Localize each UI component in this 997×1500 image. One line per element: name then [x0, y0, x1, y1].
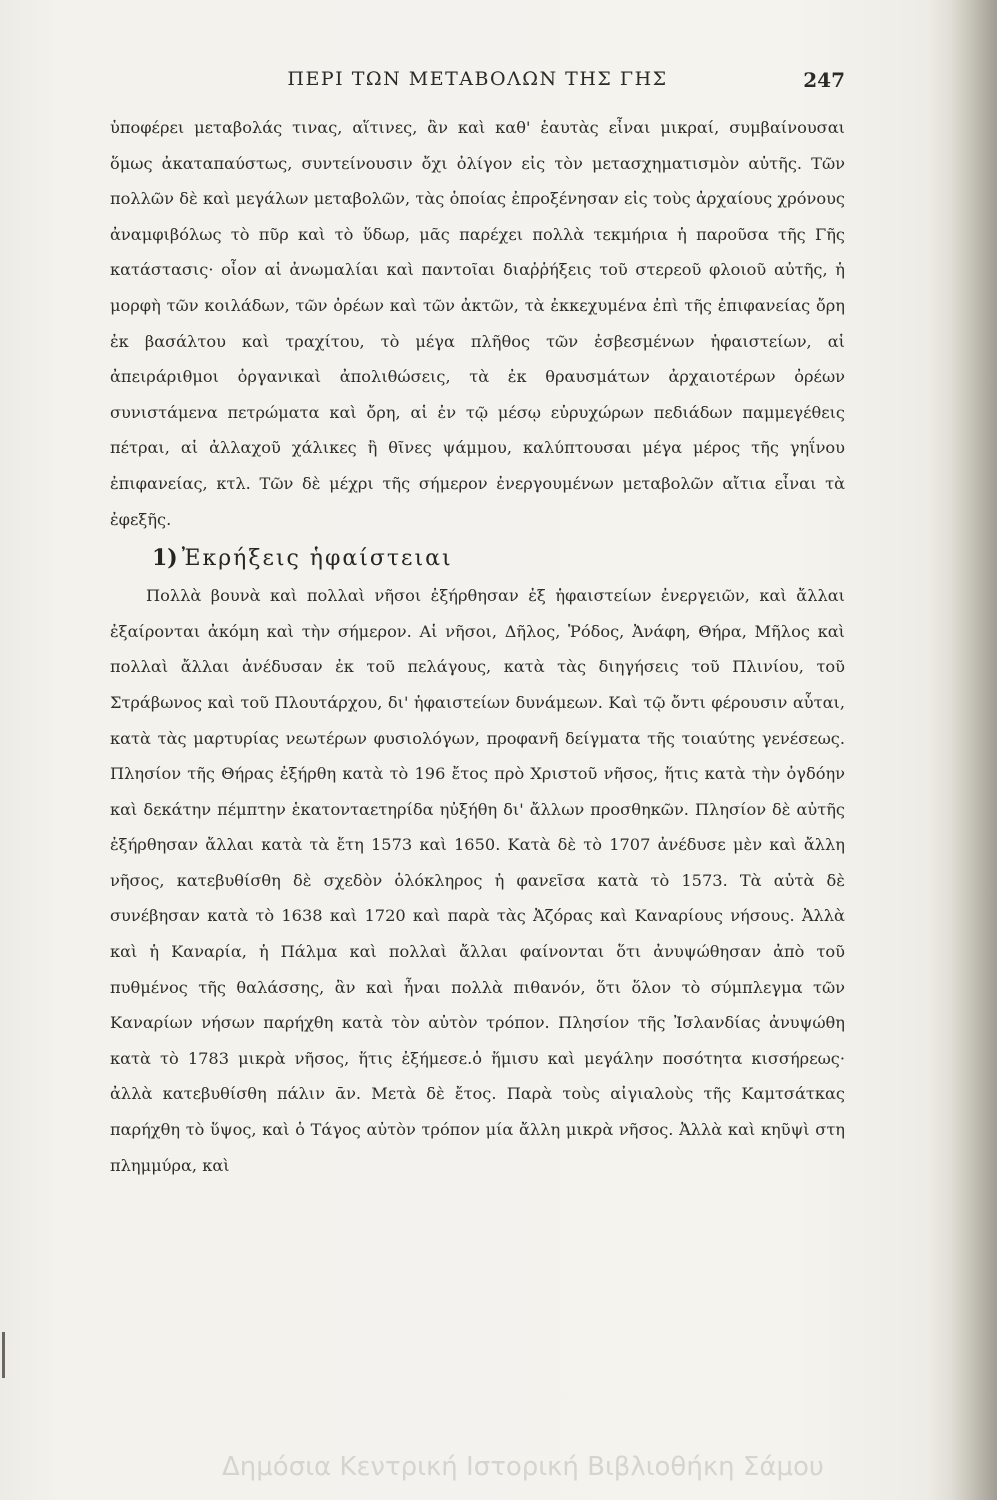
running-title: ΠΕΡΙ ΤΩΝ ΜΕΤΑΒΟΛΩΝ ΤΗΣ ΓΗΣ: [287, 68, 668, 90]
page-number: 247: [803, 68, 845, 92]
section-paragraph: Πολλὰ βουνὰ καὶ πολλαὶ νῆσοι ἐξήρθησαν ἐξ ἡφαιστείων ἐνεργειῶν, καὶ ἄλλαι ἐξαίρονται ἀκόμη καὶ τὴν σήμερον. Αἱ νῆσοι, Δῆλος, Ῥόδος, Ἀνάφη, Θήρα, Μῆλος καὶ πολλαὶ ἄλλαι ἀνέδυσαν ἐκ τοῦ πελάγους, κατὰ τὰς διηγήσεις τοῦ Πλινίου, τοῦ Στράβωνος καὶ τοῦ Πλουτάρχου, δι' ἡφαιστείων δυνάμεων. Καὶ τῷ ὄντι φέρουσιν αὗται, κατὰ τὰς μαρτυρίας νεωτέρων φυσιολόγων, προφανῆ δείγματα τῆς τοιαύτης γενέσεως. Πλησίον τῆς Θήρας ἐξήρθη κατὰ τὸ 196 ἔτος πρὸ Χριστοῦ νῆσος, ἥτις κατὰ τὴν ὀγδόην καὶ δεκάτην πέμπτην ἑκατονταετηρίδα ηὐξήθη δι' ἄλλων προσθηκῶν. Πλησίον δὲ αὐτῆς ἐξήρθησαν ἄλλαι κατὰ τὰ ἔτη 1573 καὶ 1650. Κατὰ δὲ τὸ 1707 ἀνέδυσε μὲν καὶ ἄλλη νῆσος, κατεβυθίσθη δὲ σχεδὸν ὁλόκληρος ἡ φανεῖσα κατὰ τὸ 1573. Τὰ αὐτὰ δὲ συνέβησαν κατὰ τὸ 1638 καὶ 1720 καὶ παρὰ τὰς Ἀζόρας καὶ Καναρίους νήσους. Ἀλλὰ καὶ ἡ Καναρία, ἡ Πάλμα καὶ πολλαὶ ἄλλαι φαίνονται ὅτι ἀνυψώθησαν ἀπὸ τοῦ πυθμένος τῆς θαλάσσης, ἂν καὶ ἦναι πολλὰ πιθανόν, ὅτι ὅλον τὸ σύμπλεγμα τῶν Καναρίων νήσων παρήχθη κατὰ τὸν αὐτὸν τρόπον. Πλησίον τῆς Ἰσλανδίας ἀνυψώθη κατὰ τὸ 1783 μικρὰ νῆσος, ἥτις ἐξήμεσε.ὁ ἥμισυ καὶ μεγάλην ποσότητα κισσήρεως· ἀλλὰ κατεβυθίσθη πάλιν ᾱν. Μετὰ δὲ ἔτος. Παρὰ τοὺς αἰγιαλοὺς τῆς Καμτσάτκας παρήχθη τὸ ὕψος, καὶ ὁ Τάγος αὐτὸν τρόπον μία ἄλλη μικρὰ νῆσος. Ἀλλὰ καὶ κηῦψὶ στη πλημμύρα, καὶ: [110, 586, 845, 1175]
intro-paragraph: ὑποφέρει μεταβολάς τινας, αἵτινες, ἂν καὶ καθ' ἑαυτὰς εἶναι μικραί, συμβαίνουσαι ὅμως ἀκαταπαύστως, συντείνουσιν ὄχι ὀλίγον εἰς τὸν μετασχηματισμὸν αὐτῆς. Τῶν πολλῶν δὲ καὶ μεγάλων μεταβολῶν, τὰς ὁποίας ἐπροξένησαν εἰς τοὺς ἀρχαίους χρόνους ἀναμφιβόλως τὸ πῦρ καὶ τὸ ὕδωρ, μᾶς παρέχει πολλὰ τεκμήρια ἡ παροῦσα τῆς Γῆς κατάστασις· οἷον αἱ ἀνωμαλίαι καὶ παντοῖαι διαῤῥήξεις τοῦ στερεοῦ φλοιοῦ αὐτῆς, ἡ μορφὴ τῶν κοιλάδων, τῶν ὀρέων καὶ τῶν ἀκτῶν, τὰ ἐκκεχυμένα ἐπὶ τῆς ἐπιφανείας ὄρη ἐκ βασάλτου καὶ τραχίτου, τὸ μέγα πλῆθος τῶν ἐσβεσμένων ἡφαιστείων, αἱ ἀπειράριθμοι ὀργανικαὶ ἀπολιθώσεις, τὰ ἐκ θραυσμάτων ἀρχαιοτέρων ὀρέων συνιστάμενα πετρώματα καὶ ὄρη, αἱ ἐν τῷ μέσῳ εὐρυχώρων πεδιάδων παμμεγέθεις πέτραι, αἱ ἀλλαχοῦ χάλικες ἢ θῖνες ψάμμου, καλύπτουσαι μέγα μέρος τῆς γηΐνου ἐπιφανείας, κτλ. Τῶν δὲ μέχρι τῆς σήμερον ἐνεργουμένων μεταβολῶν αἴτια εἶναι τὰ ἐφεξῆς.: [110, 118, 845, 529]
section-heading: [110, 539, 845, 578]
library-watermark: Δημόσια Κεντρική Ιστορική Βιβλιοθήκη Σάμου: [222, 1452, 824, 1482]
margin-mark: [2, 1332, 5, 1378]
section-number: 1): [152, 545, 178, 572]
page-edge-shadow: [951, 0, 997, 1500]
body-text: [110, 110, 845, 1183]
page-header: [110, 68, 845, 102]
section-title: Ἐκρήξεις ἡφαίστειαι: [181, 546, 453, 572]
